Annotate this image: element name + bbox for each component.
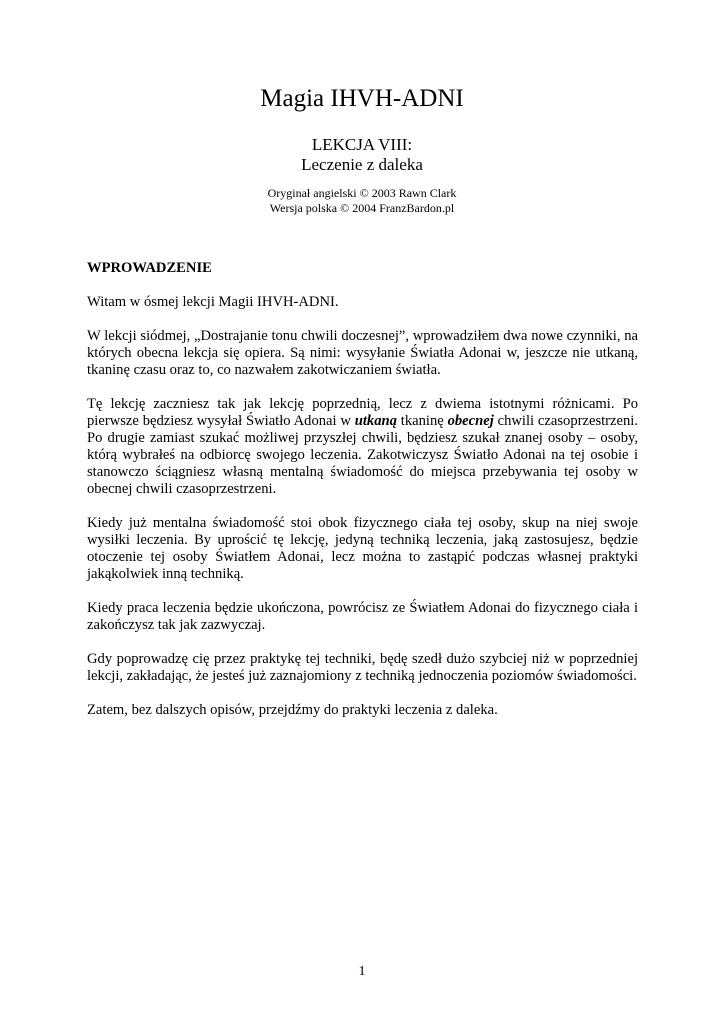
paragraph-differences-part-b: tkaninę <box>396 413 448 429</box>
paragraph-conclusion: Zatem, bez dalszych opisów, przejdźmy do praktyki leczenia z daleka. <box>87 702 498 718</box>
document-title: Magia IHVH-ADNI <box>260 85 464 112</box>
paragraph-return: Kiedy praca leczenia będzie ukończona, powrócisz ze Światłem Adonai do fizycznego ciała i zakończysz tak jak zazwyczaj. <box>87 600 638 633</box>
section-heading: WPROWADZENIE <box>87 260 212 276</box>
emphasis-obecnej: obecnej <box>447 413 494 429</box>
paragraph-differences-part-c: chwili czasoprzestrzeni. Po drugie zamiast szukać możliwej przyszłej chwili, będziesz szukał znanej osoby – osoby, którą wybrałeś na odbiorcę swojego leczenia. Zakotwiczysz Światło Adonai na tej osobie i stanowczo ściągniesz własną mentalną świadomość do miejsca przebywania tej osoby w obecnej chwili czasoprzestrzeni. <box>87 413 638 497</box>
emphasis-utkana: utkaną <box>354 413 397 429</box>
paragraph-lesson-seven: W lekcji siódmej, „Dostrajanie tonu chwili doczesnej”, wprowadziłem dwa nowe czynniki, na których obecna lekcja się opiera. Są nimi: wysyłanie Światła Adonai w, jeszcze nie utkaną, tkaninę czasu oraz to, co nazwałem zakotwiczaniem światła. <box>87 328 638 378</box>
paragraph-differences-part-a: Tę lekcję zaczniesz tak jak lekcję poprzednią, lecz z dwiema istotnymi różnicami. Po pierwsze będziesz wysyłał Światło Adonai w <box>87 396 638 429</box>
paragraph-healing-focus: Kiedy już mentalna świadomość stoi obok fizycznego ciała tej osoby, skup na niej swoje wysiłki leczenia. By uprościć tę lekcję, jedyną techniką leczenia, jaką zastosujesz, będzie otoczenie tej osoby Światłem Adonai, lecz można to zastąpić podczas własnej praktyki jakąkolwiek inną techniką. <box>87 515 638 582</box>
document-body <box>87 260 638 736</box>
paragraph-differences <box>87 396 638 498</box>
lesson-number: LEKCJA VIII: <box>311 135 413 154</box>
paragraph-pace: Gdy poprowadzę cię przez praktykę tej techniki, będę szedł dużo szybciej niż w poprzedniej lekcji, zakładając, że jesteś już zaznajomiony z techniką jednoczenia poziomów świadomości. <box>87 651 638 684</box>
credit-original: Oryginał angielski © 2003 Rawn Clark <box>267 186 457 200</box>
page-number: 1 <box>358 964 366 979</box>
paragraph-welcome: Witam w ósmej lekcji Magii IHVH-ADNI. <box>87 294 339 310</box>
credit-translation: Wersja polska © 2004 FranzBardon.pl <box>269 201 455 215</box>
lesson-subtitle: Leczenie z daleka <box>301 155 423 174</box>
